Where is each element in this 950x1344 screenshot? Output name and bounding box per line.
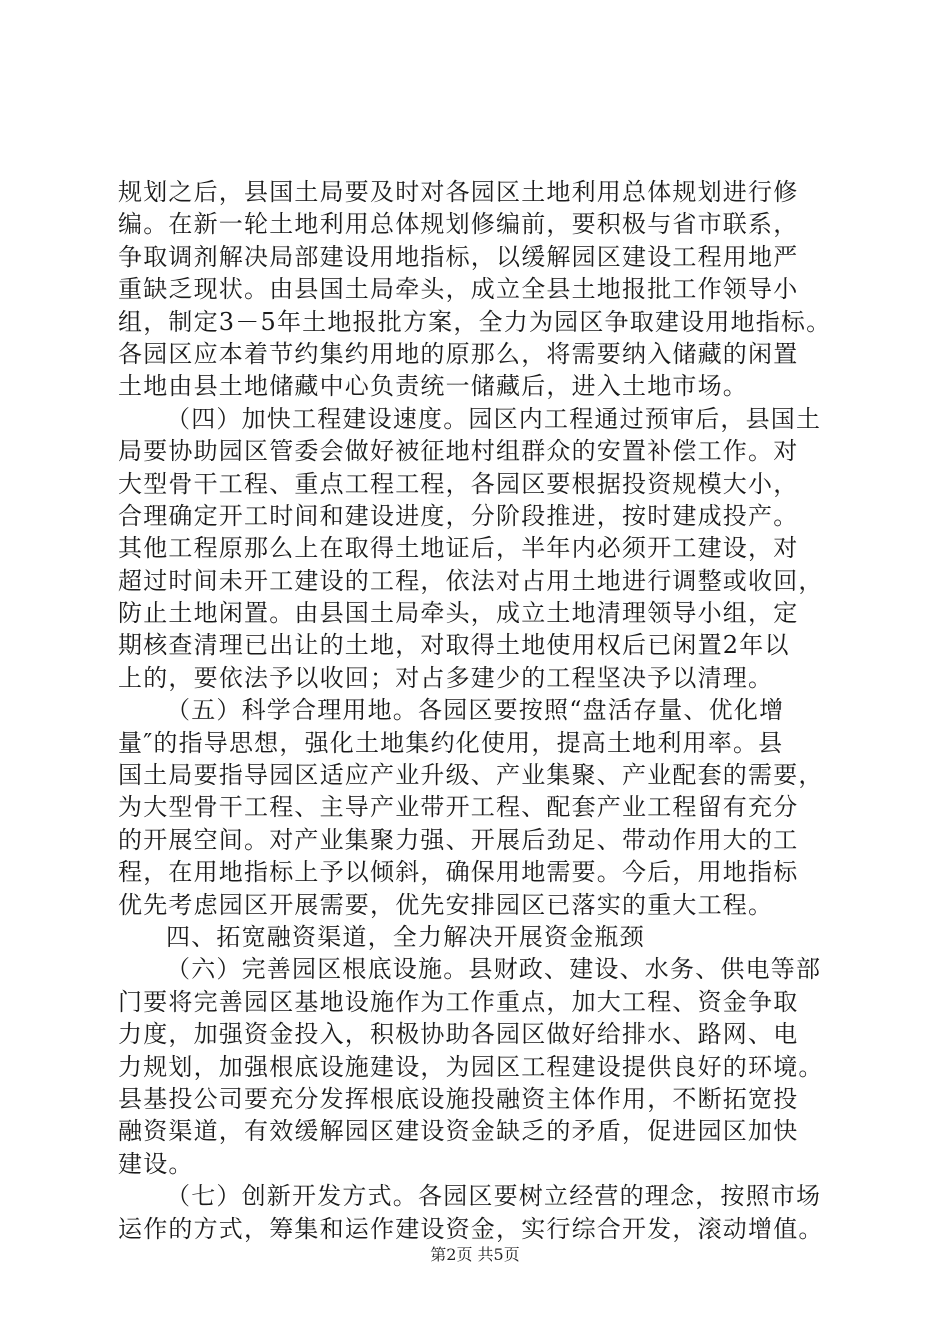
text-line: 建设。 (118, 1149, 194, 1178)
paragraph-start-line: （四）加快工程建设速度。园区内工程通过预审后，县国土 (166, 404, 822, 433)
document-body (118, 176, 848, 1245)
text-line: 县基投公司要充分发挥根底设施投融资主体作用，不断拓宽投 (118, 1084, 799, 1113)
text-line: 组，制定3－5年土地报批方案，全力为园区争取建设用地指标。 (118, 307, 832, 336)
section-heading: 四、拓宽融资渠道，全力解决开展资金瓶颈 (166, 922, 645, 951)
text-line: 各园区应本着节约集约用地的原那么，将需要纳入储藏的闲置 (118, 339, 799, 368)
text-line: 为大型骨干工程、主导产业带开工程、配套产业工程留有充分 (118, 793, 799, 822)
page-number-footer: 第2页 共5页 (430, 1245, 520, 1264)
text-line: 期核查清理已出让的土地，对取得土地使用权后已闲置2年以 (118, 631, 790, 660)
text-line: 其他工程原那么上在取得土地证后，半年内必须开工建设，对 (118, 534, 799, 563)
text-line: 融资渠道，有效缓解园区建设资金缺乏的矛盾，促进园区加快 (118, 1117, 799, 1146)
text-line: 争取调剂解决局部建设用地指标，以缓解园区建设工程用地严 (118, 242, 799, 271)
text-line: 局要协助园区管委会做好被征地村组群众的安置补偿工作。对 (118, 437, 799, 466)
text-line: 土地由县土地储藏中心负责统一储藏后，进入土地市场。 (118, 372, 748, 401)
text-line: 大型骨干工程、重点工程工程，各园区要根据投资规模大小， (118, 469, 799, 498)
text-line: 力度，加强资金投入，积极协助各园区做好给排水、路网、电 (118, 1020, 799, 1049)
text-line: 量″的指导思想，强化土地集约化使用，提高土地利用率。县 (118, 728, 784, 757)
text-line: 的开展空间。对产业集聚力强、开展后劲足、带动作用大的工 (118, 825, 799, 854)
text-line: 合理确定开工时间和建设进度，分阶段推进，按时建成投产。 (118, 501, 799, 530)
text-line: 重缺乏现状。由县国土局牵头，成立全县土地报批工作领导小 (118, 275, 799, 304)
text-line: 优先考虑园区开展需要，优先安排园区已落实的重大工程。 (118, 890, 774, 919)
text-line: 防止土地闲置。由县国土局牵头，成立土地清理领导小组，定 (118, 599, 799, 628)
text-line: 编。在新一轮土地利用总体规划修编前，要积极与省市联系， (118, 210, 799, 239)
paragraph-start-line: （七）创新开发方式。各园区要树立经营的理念，按照市场 (166, 1182, 822, 1211)
text-line: 运作的方式，筹集和运作建设资金，实行综合开发，滚动增值。 (118, 1214, 824, 1243)
text-line: 上的，要依法予以收回；对占多建少的工程坚决予以清理。 (118, 663, 774, 692)
text-line: 超过时间未开工建设的工程，依法对占用土地进行调整或收回， (118, 566, 824, 595)
paragraph-start-line: （六）完善园区根底设施。县财政、建设、水务、供电等部 (166, 955, 822, 984)
text-line: 国土局要指导园区适应产业升级、产业集聚、产业配套的需要， (118, 761, 824, 790)
text-line: 门要将完善园区基地设施作为工作重点，加大工程、资金争取 (118, 987, 799, 1016)
text-line: 程，在用地指标上予以倾斜，确保用地需要。今后，用地指标 (118, 858, 799, 887)
text-line: 规划之后，县国土局要及时对各园区土地利用总体规划进行修 (118, 178, 799, 206)
paragraph-start-line: （五）科学合理用地。各园区要按照“盘活存量、优化增 (166, 696, 785, 725)
text-line: 力规划，加强根底设施建设，为园区工程建设提供良好的环境。 (118, 1052, 824, 1081)
